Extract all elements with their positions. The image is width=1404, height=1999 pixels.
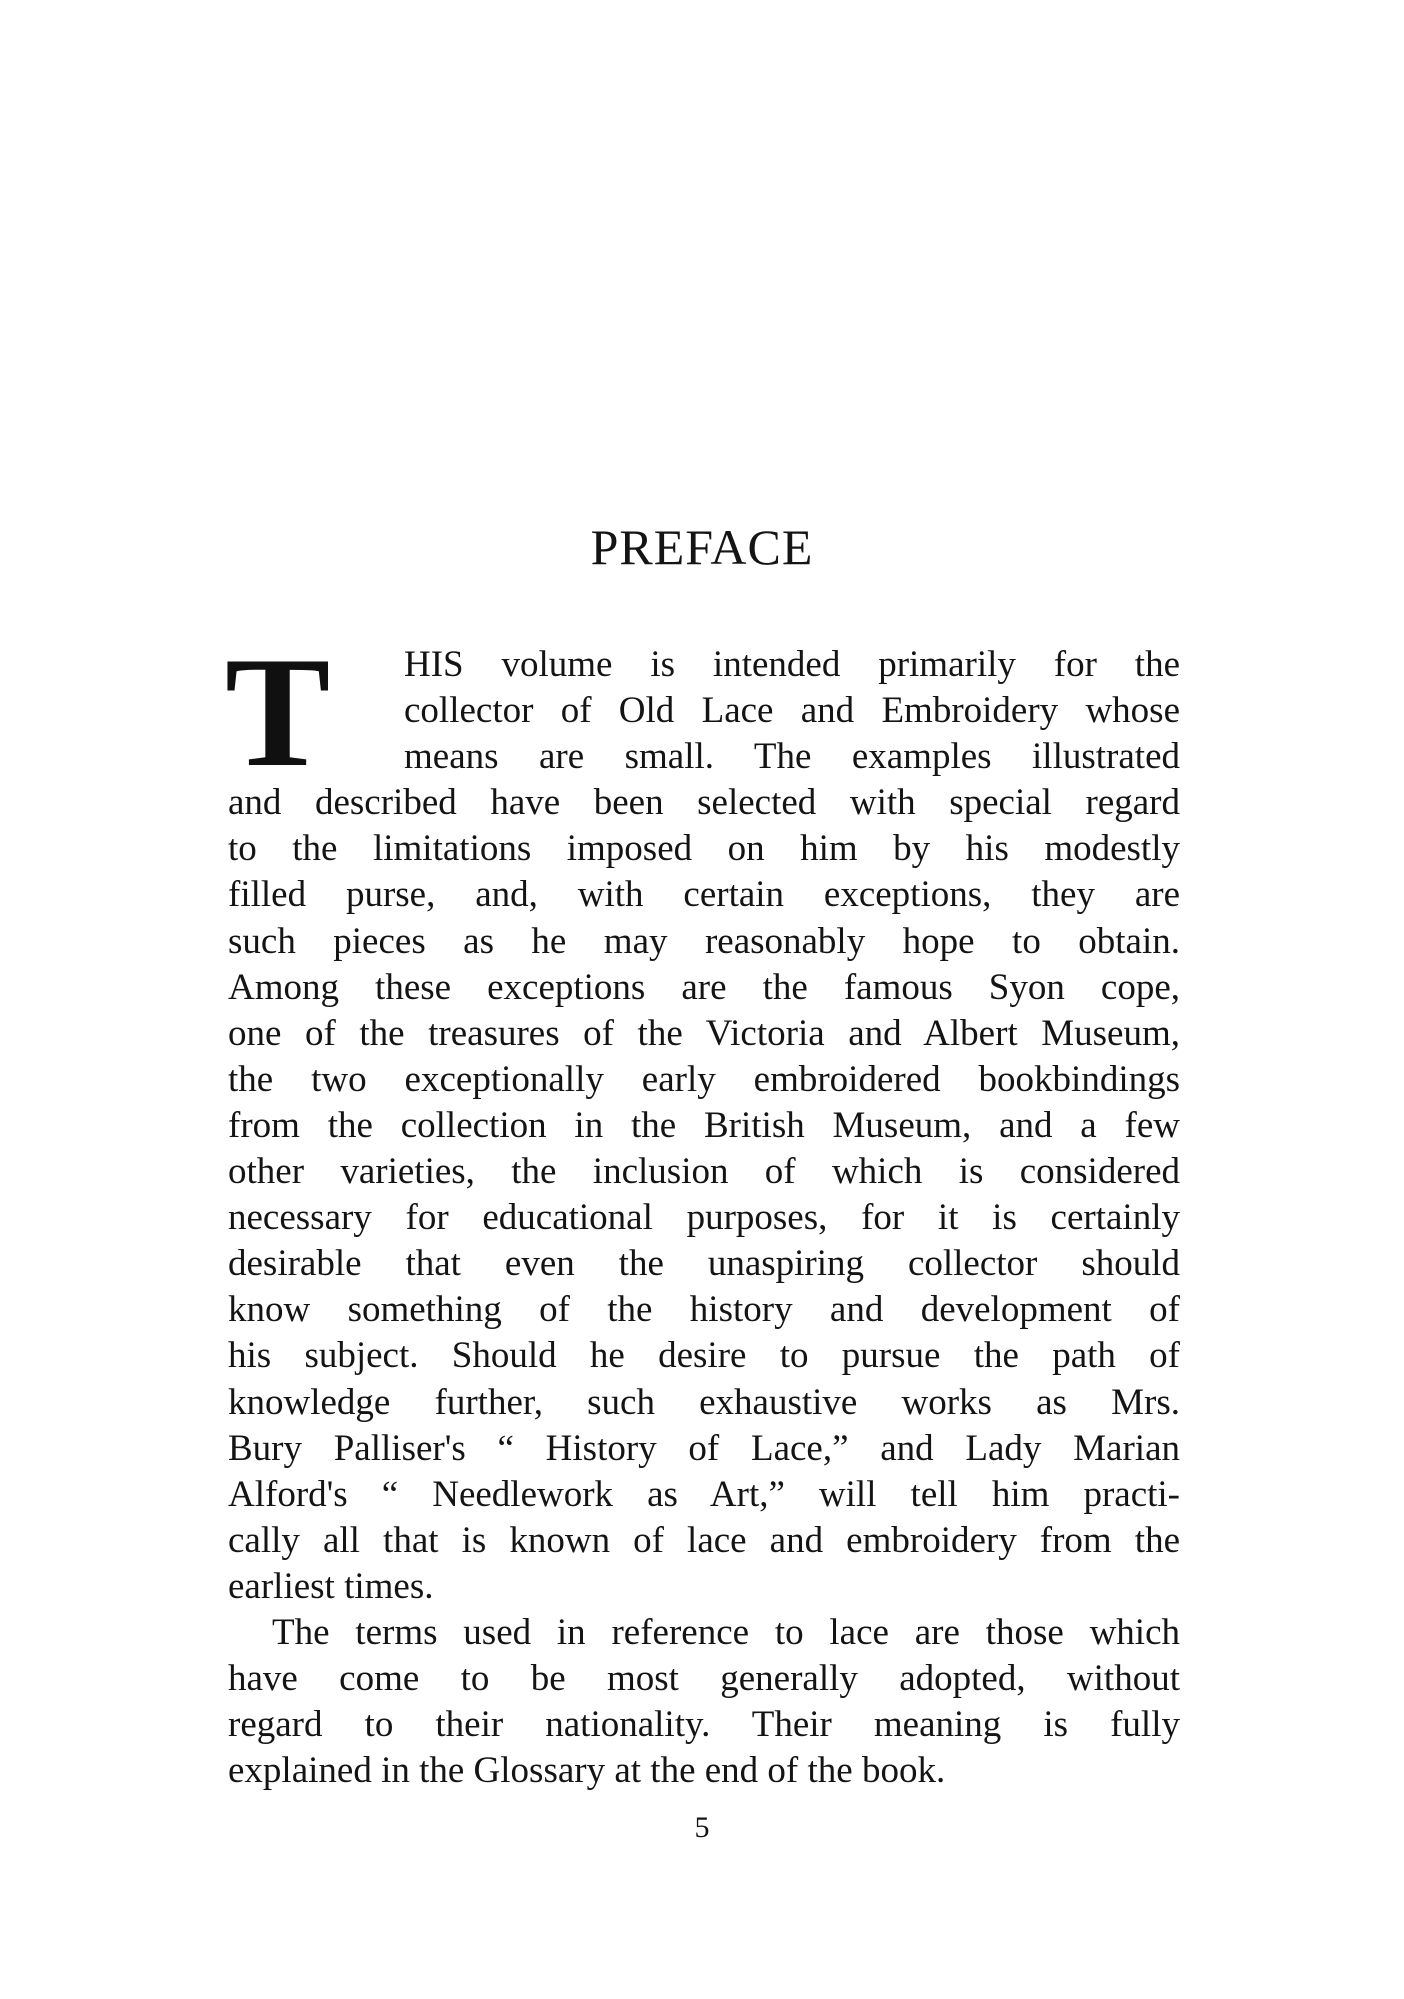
text-line: desirable that even the unaspiring collector should — [228, 1243, 1180, 1285]
text-line: cally all that is known of lace and embroidery from the — [228, 1519, 1180, 1561]
text-line: the two exceptionally early embroidered bookbindings — [228, 1058, 1180, 1100]
paragraph-1 — [228, 642, 1180, 1610]
text-line: Alford's “ Needlework as Art,” will tell him practi- — [228, 1473, 1180, 1515]
text-line: such pieces as he may reasonably hope to obtain. — [228, 920, 1180, 962]
text-line: collector of Old Lace and Embroidery whose — [404, 690, 1180, 732]
text-line: knowledge further, such exhaustive works as Mrs. — [228, 1381, 1180, 1423]
text-line: and described have been selected with special regard — [228, 782, 1180, 824]
text-line: know something of the history and development of — [228, 1289, 1180, 1331]
text-line: regard to their nationality. Their meaning is fully — [228, 1704, 1180, 1746]
page-number: 5 — [694, 1811, 710, 1844]
text-line: his subject. Should he desire to pursue the path of — [228, 1335, 1180, 1377]
text-line: explained in the Glossary at the end of the book. — [228, 1750, 946, 1792]
text-line: to the limitations imposed on him by his modestly — [228, 828, 1180, 870]
text-line: have come to be most generally adopted, without — [228, 1658, 1180, 1700]
text-line: other varieties, the inclusion of which is considered — [228, 1151, 1180, 1193]
paragraph-2 — [228, 1610, 1180, 1794]
text-line: Among these exceptions are the famous Syon cope, — [228, 966, 1180, 1008]
text-line: filled purse, and, with certain exceptions, they are — [228, 874, 1180, 916]
text-line: earliest times. — [228, 1565, 434, 1607]
drop-cap-letter: T — [225, 625, 331, 800]
text-line: from the collection in the British Museum, and a few — [228, 1104, 1180, 1146]
text-line: means are small. The examples illustrated — [404, 736, 1180, 778]
preface-text — [225, 625, 1180, 1794]
text-line: one of the treasures of the Victoria and Albert Museum, — [228, 1012, 1180, 1054]
page-heading: PREFACE — [590, 519, 814, 575]
text-line: The terms used in reference to lace are those which — [272, 1611, 1180, 1653]
text-line: necessary for educational purposes, for it is certainly — [228, 1197, 1180, 1239]
text-line: HIS volume is intended primarily for the — [404, 644, 1180, 685]
text-line: Bury Palliser's “ History of Lace,” and Lady Marian — [228, 1427, 1180, 1469]
